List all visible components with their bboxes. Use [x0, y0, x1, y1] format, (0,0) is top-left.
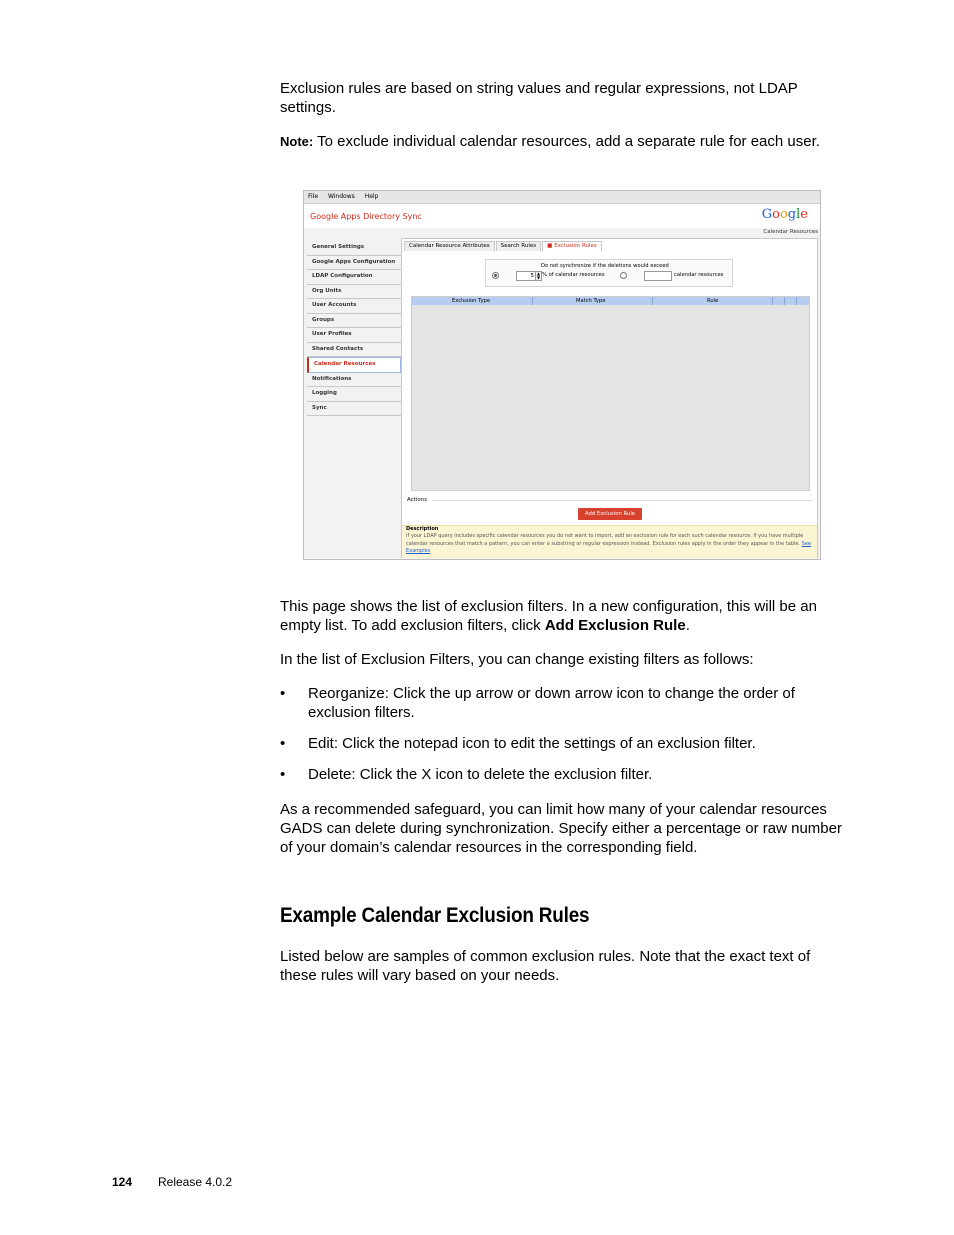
intro-paragraph: Exclusion rules are based on string values and regular expressions, not LDAP settings. [280, 80, 798, 116]
tab-bar [404, 241, 603, 250]
deletion-limit-box [485, 259, 733, 287]
bullet-marker: • [280, 685, 286, 702]
table-header [412, 297, 809, 305]
col-exclusion-type[interactable]: Exclusion Type [452, 298, 491, 304]
column-divider [532, 297, 533, 305]
sidebar-item-shared-contacts[interactable]: Shared Contacts [307, 343, 401, 358]
column-divider [796, 297, 797, 305]
sidebar-item-ldap-configuration[interactable]: LDAP Configuration [307, 270, 401, 285]
percent-label: % of calendar resources [542, 272, 605, 278]
bullet-marker: • [280, 766, 286, 783]
bullet-marker: • [280, 735, 286, 752]
sidebar-item-general-settings[interactable]: General Settings [307, 241, 401, 256]
app-header [304, 204, 820, 228]
add-exclusion-rule-term: Add Exclusion Rule [544, 617, 686, 634]
section-heading: Example Calendar Exclusion Rules [280, 904, 590, 927]
description-panel [402, 525, 817, 558]
menu-help[interactable]: Help [364, 193, 379, 200]
menu-bar [304, 191, 820, 204]
sidebar-item-user-profiles[interactable]: User Profiles [307, 328, 401, 343]
column-divider [652, 297, 653, 305]
sidebar-item-notifications[interactable]: Notifications [307, 373, 401, 388]
actions-divider [432, 500, 812, 501]
tab-exclusion-rules[interactable]: ■ Exclusion Rules [542, 241, 602, 251]
bullet-text-edit: Edit: Click the notepad icon to edit the settings of an exclusion filter. [308, 735, 756, 752]
page-number: 124 [112, 1175, 133, 1189]
examples-intro-paragraph: Listed below are samples of common exclusion rules. Note that the exact text of these rules will vary based on your needs. [280, 948, 811, 984]
content-panel [401, 238, 818, 558]
menu-file[interactable]: File [308, 193, 319, 200]
tab-calendar-resource-attributes[interactable]: Calendar Resource Attributes [404, 241, 495, 251]
percent-spinner[interactable]: ▲ ▼ [536, 271, 541, 280]
exclusion-list-paragraph: This page shows the list of exclusion filters. In a new configuration, this will be an empty list. To add exclusion filters, click Add Exclusion Rule. [280, 598, 817, 634]
sidebar-item-user-accounts[interactable]: User Accounts [307, 299, 401, 314]
add-exclusion-rule-button[interactable]: Add Exclusion Rule [578, 508, 642, 520]
column-divider [784, 297, 785, 305]
percent-radio[interactable] [492, 272, 499, 279]
column-divider [772, 297, 773, 305]
deletion-limit-label: Do not synchronize if the deletions would exceed [541, 263, 669, 269]
app-title: Google Apps Directory Sync [310, 212, 422, 221]
breadcrumb: Calendar Resources [763, 229, 818, 235]
see-examples-link[interactable]: See Examples [406, 540, 811, 554]
actions-label: Actions [407, 497, 428, 503]
sidebar [307, 241, 401, 416]
raw-label: calendar resources [674, 272, 724, 278]
note-paragraph [280, 132, 850, 151]
description-text: If your LDAP query includes specific calendar resources you do not want to import, add an exclusion rule for each such calendar resource. If you have multiple calendar resources that match a pattern, you can enter a substring or regular expression instead. Exclusion rules apply in the order they appear in the table. See Examples [406, 533, 811, 554]
note-text: To exclude individual calendar resources, add a separate rule for each user. [313, 133, 820, 150]
col-rule[interactable]: Rule [707, 298, 719, 304]
sidebar-item-sync[interactable]: Sync [307, 402, 401, 417]
google-logo: Google [761, 207, 808, 222]
filters-intro-paragraph: In the list of Exclusion Filters, you can change existing filters as follows: [280, 651, 754, 668]
bullet-text-delete: Delete: Click the X icon to delete the exclusion filter. [308, 766, 653, 783]
exclusion-rules-table [411, 296, 810, 491]
safeguard-paragraph: As a recommended safeguard, you can limit how many of your calendar resources GADS can delete during synchronization. Specify either a percentage or raw number of your domain’s calendar resources in the corresponding field. [280, 801, 842, 856]
gads-screenshot [303, 190, 821, 560]
percent-input[interactable]: 5 [516, 271, 536, 281]
sidebar-item-org-units[interactable]: Org Units [307, 285, 401, 300]
col-match-type[interactable]: Match Type [576, 298, 606, 304]
sidebar-item-logging[interactable]: Logging [307, 387, 401, 402]
release-label: Release 4.0.2 [158, 1175, 233, 1189]
sidebar-item-google-apps-configuration[interactable]: Google Apps Configuration [307, 256, 401, 271]
bullet-text-reorganize: Reorganize: Click the up arrow or down arrow icon to change the order of exclusion filters. [308, 685, 795, 721]
raw-radio[interactable] [620, 272, 627, 279]
tab-search-rules[interactable]: Search Rules [496, 241, 541, 251]
description-title: Description [406, 526, 439, 532]
raw-input[interactable] [644, 271, 672, 281]
sidebar-item-calendar-resources[interactable]: Calendar Resources [307, 357, 401, 373]
note-label: Note: [280, 134, 314, 149]
menu-windows[interactable]: Windows [327, 193, 355, 200]
sidebar-item-groups[interactable]: Groups [307, 314, 401, 329]
